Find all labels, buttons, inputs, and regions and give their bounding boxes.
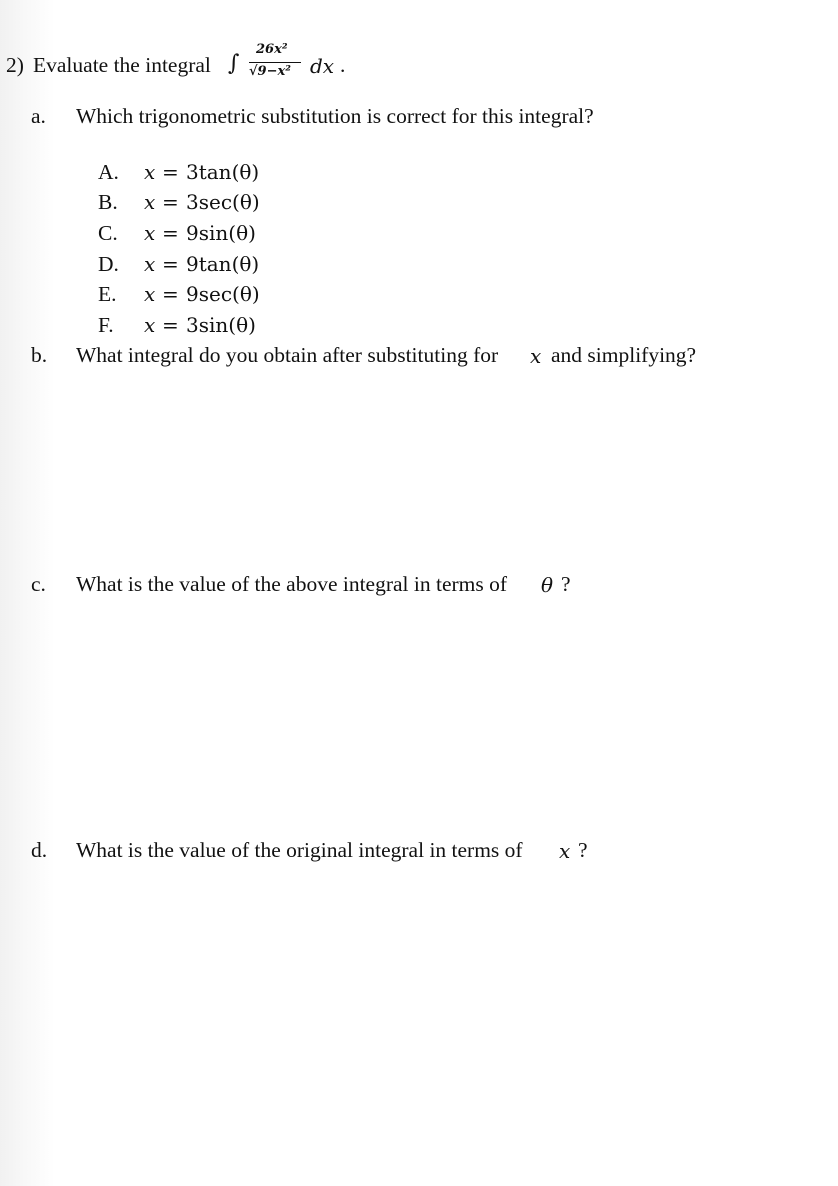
question-number: 2) — [6, 53, 24, 77]
part-c-text-after: ? — [561, 572, 571, 596]
option-eq: = — [162, 190, 179, 214]
integrand-numerator: 26x² — [256, 42, 288, 57]
option-lhs: x — [144, 160, 156, 184]
question-prompt: Evaluate the integral — [33, 53, 211, 77]
part-c-label: c. — [31, 572, 46, 596]
part-d-var: x — [559, 839, 571, 863]
option-letter: D. — [98, 252, 119, 276]
part-a-label: a. — [31, 104, 46, 128]
part-d-text-after: ? — [578, 838, 588, 862]
option-letter: A. — [98, 160, 119, 184]
part-c-var: θ — [541, 573, 554, 597]
option-letter: F. — [98, 313, 114, 337]
integrand-denominator: √9−x² — [249, 64, 291, 79]
part-c-answer-space[interactable] — [76, 610, 776, 820]
option-eq: = — [162, 282, 179, 306]
differential: dx — [310, 54, 335, 78]
option-letter: E. — [98, 282, 117, 306]
option-eq: = — [162, 221, 179, 245]
option-rhs: 3sec(θ) — [186, 190, 260, 214]
option-letter: C. — [98, 221, 118, 245]
option-letter: B. — [98, 190, 118, 214]
option-eq: = — [162, 252, 179, 276]
option-lhs: x — [144, 221, 156, 245]
option-eq: = — [162, 160, 179, 184]
option-rhs: 9tan(θ) — [186, 252, 260, 276]
part-b-label: b. — [31, 343, 48, 367]
option-lhs: x — [144, 282, 156, 306]
option-eq: = — [162, 313, 179, 337]
integral-sign: ∫ — [228, 51, 240, 76]
part-b-answer-space[interactable] — [76, 380, 776, 560]
part-d-answer-space[interactable] — [76, 876, 776, 1156]
option-rhs: 9sin(θ) — [186, 221, 256, 245]
option-rhs: 3tan(θ) — [186, 160, 260, 184]
option-rhs: 3sin(θ) — [186, 313, 256, 337]
part-c-text-before: What is the value of the above integral in terms of — [76, 572, 508, 596]
part-b-var: x — [530, 344, 542, 368]
option-rhs: 9sec(θ) — [186, 282, 260, 306]
part-d-text-before: What is the value of the original integral in terms of — [76, 838, 523, 862]
part-d-label: d. — [31, 838, 48, 862]
option-lhs: x — [144, 190, 156, 214]
part-b-text-after: and simplifying? — [551, 343, 697, 367]
option-lhs: x — [144, 252, 156, 276]
part-b-text-before: What integral do you obtain after substituting for — [76, 343, 499, 367]
header-period: . — [340, 53, 346, 77]
option-lhs: x — [144, 313, 156, 337]
part-a-question: Which trigonometric substitution is correct for this integral? — [76, 104, 594, 128]
